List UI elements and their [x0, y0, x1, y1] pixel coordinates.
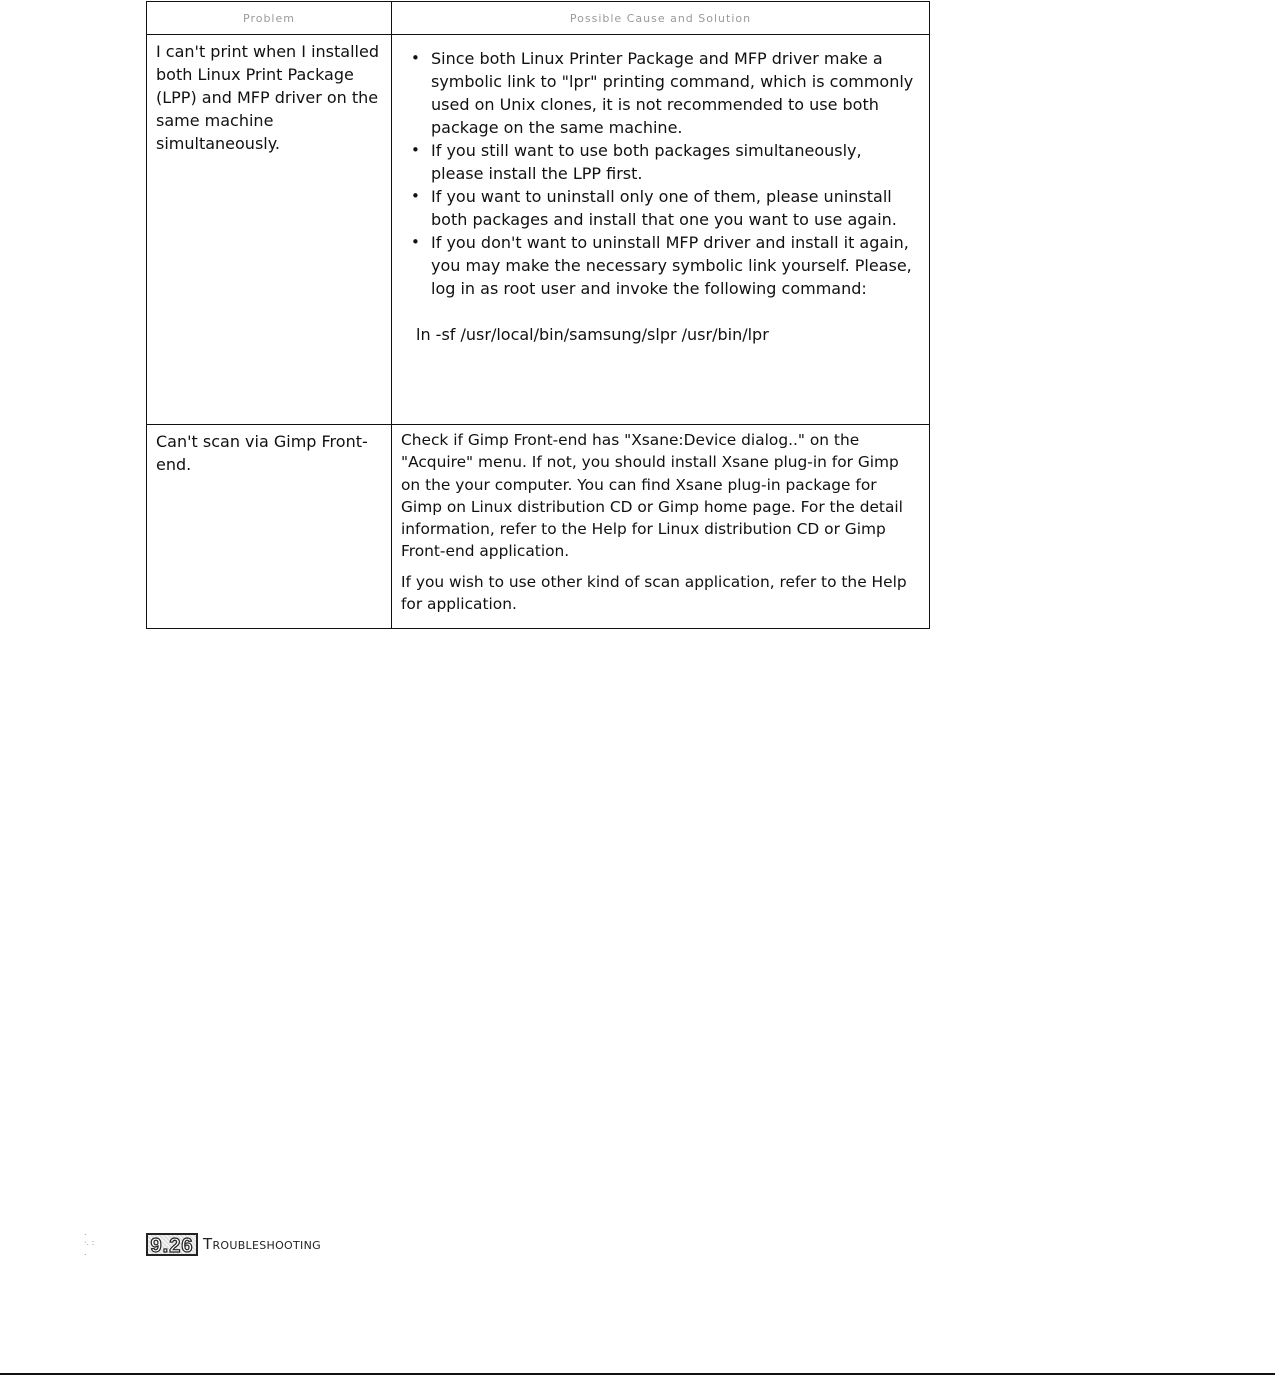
- section-title: Troubleshooting: [203, 1235, 321, 1253]
- table-row: [147, 35, 930, 425]
- problem-cell: I can't print when I installed both Linux Print Package (LPP) and MFP driver on the same machine simultaneously.: [147, 35, 392, 425]
- header-solution: Possible Cause and Solution: [392, 2, 930, 35]
- header-problem: Problem: [147, 2, 392, 35]
- solution-cell: [392, 35, 930, 425]
- solution-bullet: • If you want to uninstall only one of them, please uninstall both packages and install that one you want to use again.: [431, 185, 917, 231]
- solution-bullet-list: [401, 47, 917, 300]
- troubleshooting-table: [146, 1, 930, 629]
- table-header-row: [147, 2, 930, 35]
- solution-paragraph: If you wish to use other kind of scan application, refer to the Help for application.: [401, 572, 907, 614]
- problem-cell: Can't scan via Gimp Front-end.: [147, 425, 392, 629]
- solution-cell: [392, 425, 930, 629]
- symlink-command: ln -sf /usr/local/bin/samsung/slpr /usr/bin/lpr: [416, 325, 769, 344]
- solution-paragraph: Check if Gimp Front-end has "Xsane:Device dialog.." on the "Acquire" menu. If not, you should install Xsane plug-in for Gimp on the your computer. You can find Xsane plug-in package for Gimp on Linux distribution CD or Gimp home page. For the detail information, refer to the Help for Linux distribution CD or Gimp Front-end application.: [401, 431, 903, 561]
- page-number: 9.26: [146, 1233, 198, 1256]
- solution-bullet: • If you still want to use both packages simultaneously, please install the LPP first.: [431, 139, 917, 185]
- table-row: [147, 425, 930, 629]
- solution-bullet: • If you don't want to uninstall MFP driver and install it again, you may make the necessary symbolic link yourself. Please, log in as root user and invoke the following command:: [431, 231, 917, 300]
- page-footer: [146, 1231, 321, 1257]
- scan-artifact: . ·. : .: [84, 1228, 95, 1257]
- solution-bullet: • Since both Linux Printer Package and MFP driver make a symbolic link to "lpr" printing command, which is commonly used on Unix clones, it is not recommended to use both package on the same machine.: [431, 47, 917, 139]
- page-bottom-rule: [0, 1373, 1275, 1375]
